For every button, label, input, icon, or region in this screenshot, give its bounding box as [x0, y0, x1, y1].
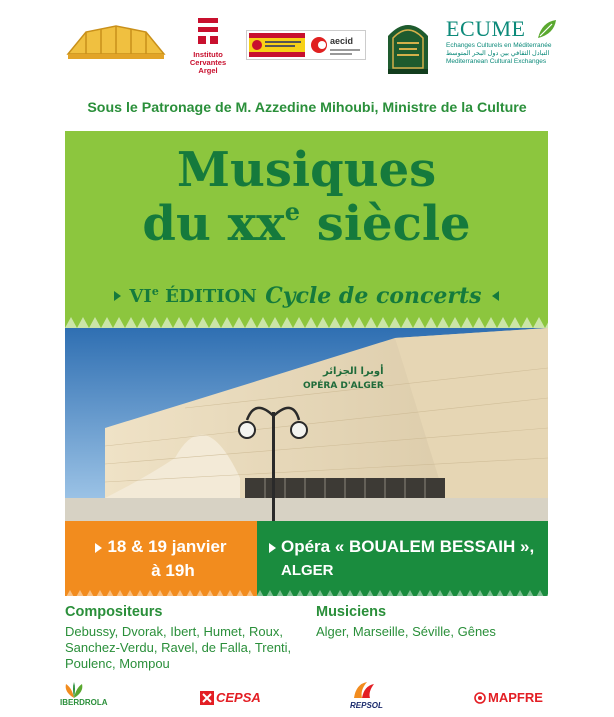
- opera-photo: [65, 328, 548, 521]
- repsol-flame-icon: [350, 680, 384, 700]
- arrow-right-icon: [114, 291, 121, 301]
- title-line1: Musiques: [176, 142, 437, 198]
- ministry-culture-logo: [384, 16, 432, 76]
- edition-numeral: VI: [129, 285, 152, 307]
- cycle-text: Cycle de concerts: [265, 283, 482, 309]
- venue-line1: [269, 535, 544, 559]
- mapfre-logo: [474, 688, 554, 708]
- ministry-emblem-icon: [384, 16, 432, 76]
- date-line1-text: 18 & 19 janvier: [107, 537, 227, 556]
- sign-latin: OPÉRA D'ALGER: [303, 381, 384, 391]
- ecume-line2: التبادل الثقافي بين دول البحر المتوسط: [446, 50, 550, 57]
- mapfre-label: MAPFRE: [488, 690, 543, 705]
- mapfre-mark-icon: [474, 692, 486, 704]
- sign-arabic: أوبرا الجزائر: [323, 366, 384, 377]
- repsol-label: REPSOL: [350, 701, 383, 710]
- composers-title: Compositeurs: [65, 604, 163, 620]
- date-line2: à 19h: [151, 561, 195, 580]
- repsol-logo: [350, 680, 384, 712]
- spain-aecid-logo: [246, 30, 366, 60]
- date-line1: [65, 535, 257, 559]
- ecume-logo: [446, 18, 560, 74]
- aecid-label: aecid: [330, 36, 354, 46]
- ecume-leaf-icon: [536, 18, 558, 40]
- title-line2-sup: e: [284, 197, 301, 226]
- composers-line1: Debussy, Dvorak, Ibert, Humet, Roux,: [65, 624, 283, 639]
- cepsa-mark-icon: [200, 691, 214, 705]
- arrow-left-icon: [492, 291, 499, 301]
- title-line2: [65, 195, 548, 253]
- arrow-right-icon: [269, 543, 276, 553]
- ecume-line1: Echanges Culturels en Méditerranée: [446, 42, 552, 49]
- title-panel: [65, 131, 548, 328]
- cervantes-mark-icon: [195, 16, 221, 46]
- cervantes-line2: Cervantes: [189, 58, 227, 67]
- iberdrola-leaves-icon: [62, 682, 86, 698]
- composers-line2: Sanchez-Verdu, Ravel, de Falla, Trenti,: [65, 640, 292, 655]
- cepsa-label: CEPSA: [216, 690, 261, 705]
- arrow-right-icon: [95, 543, 102, 553]
- venue-line2: ALGER: [281, 562, 334, 579]
- musicians-title: Musiciens: [316, 604, 387, 620]
- zigzag-border-icon: [65, 317, 548, 328]
- title-line2-pre: du xx: [142, 196, 285, 252]
- venue-panel: [257, 521, 548, 596]
- cervantes-line1: Instituto: [193, 50, 223, 59]
- edition-label: ÉDITION: [158, 285, 257, 307]
- title-line2-post: siècle: [300, 196, 471, 252]
- composers-list: [65, 624, 305, 672]
- date-text: [65, 535, 257, 583]
- cepsa-logo: [200, 687, 260, 709]
- edition-numeral-sup: e: [151, 284, 159, 298]
- ecume-title: ECUME: [446, 16, 526, 41]
- edition-number: [129, 286, 256, 307]
- aecid-subtext-icon: [330, 48, 360, 56]
- venue-text: [269, 535, 544, 583]
- edition-row: [65, 283, 548, 309]
- instituto-cervantes-logo: [180, 16, 236, 75]
- venue-line1-text: Opéra « BOUALEM BESSAIH »,: [281, 537, 535, 556]
- date-panel: [65, 521, 257, 596]
- band-zigzag-icon: [65, 590, 548, 599]
- iberdrola-label: IBERDROLA: [60, 698, 108, 707]
- musicians-line1: Alger, Marseille, Séville, Gênes: [316, 624, 496, 639]
- patronage-text: Sous le Patronage de M. Azzedine Mihoubi, Ministre de la Culture: [87, 100, 527, 116]
- tent-logo-icon: [64, 20, 168, 66]
- iberdrola-logo: [58, 682, 128, 712]
- ecume-line3: Mediterranean Cultural Exchanges: [446, 58, 547, 65]
- cervantes-line3: Argel: [198, 66, 218, 75]
- musicians-list: [316, 624, 496, 640]
- composers-line3: Poulenc, Mompou: [65, 656, 170, 671]
- tent-logo: [64, 20, 168, 66]
